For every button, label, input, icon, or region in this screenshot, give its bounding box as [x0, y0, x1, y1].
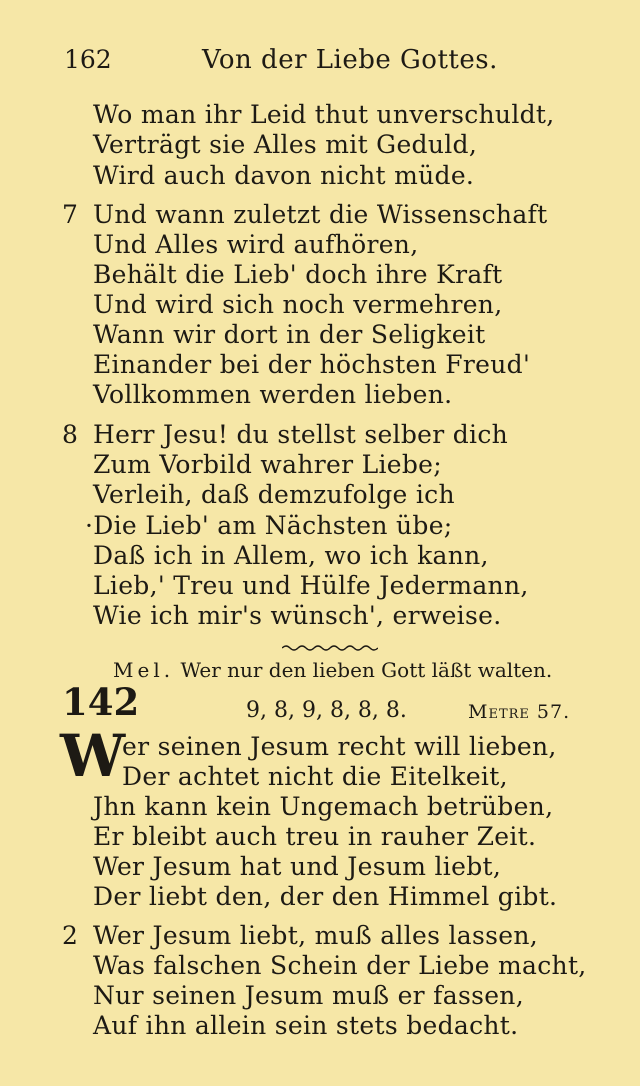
verse-line: Einander bei der höchsten Freud'	[93, 350, 531, 379]
running-title: Von der Liebe Gottes.	[202, 45, 498, 75]
hymn-number: 142	[62, 680, 140, 724]
verse-line: Der achtet nicht die Eitelkeit,	[122, 762, 508, 791]
verse-line: Wer Jesum liebt, muß alles lassen,	[93, 921, 539, 950]
melody-title: Wer nur den lieben Gott läßt walten.	[180, 658, 553, 682]
verse-line: Daß ich in Allem, wo ich kann,	[93, 541, 489, 570]
verse-line: Er bleibt auch treu in rauher Zeit.	[93, 822, 537, 851]
wavy-divider	[282, 644, 378, 652]
verse-line: Wird auch davon nicht müde.	[93, 161, 475, 190]
verse-line: ·Die Lieb' am Nächsten übe;	[85, 511, 453, 540]
verse-number: 8	[62, 420, 78, 449]
verse-line: Und wann zuletzt die Wissenschaft	[93, 200, 548, 229]
meter-numbers: 9, 8, 9, 8, 8, 8.	[246, 698, 407, 723]
melody-label: Mel.	[113, 658, 175, 682]
verse-line: Nur seinen Jesum muß er fassen,	[93, 981, 524, 1010]
verse-line: Wer Jesum hat und Jesum liebt,	[93, 852, 502, 881]
verse-line: Herr Jesu! du stellst selber dich	[93, 420, 509, 449]
verse-line: Auf ihn allein sein stets bedacht.	[93, 1011, 519, 1040]
verse-line: Was falschen Schein der Liebe macht,	[93, 951, 587, 980]
verse-line: Wann wir dort in der Seligkeit	[93, 320, 486, 349]
verse-line: Jhn kann kein Ungemach betrüben,	[93, 792, 554, 821]
verse-line: Verträgt sie Alles mit Geduld,	[93, 130, 478, 159]
verse-line: Wie ich mir's wünsch', erweise.	[93, 601, 502, 630]
page-number: 162	[64, 45, 112, 74]
page-header	[64, 45, 584, 79]
drop-cap: W	[60, 722, 126, 790]
verse-line: Verleih, daß demzufolge ich	[93, 480, 455, 509]
verse-line: Und Alles wird aufhören,	[93, 230, 419, 259]
verse-line: er seinen Jesum recht will lieben,	[122, 732, 557, 761]
verse-line: Wo man ihr Leid thut unverschuldt,	[93, 100, 555, 129]
verse-number: 2	[62, 921, 78, 950]
melody-reference	[113, 656, 552, 684]
verse-line: Vollkommen werden lieben.	[93, 380, 453, 409]
verse-line: Und wird sich noch vermehren,	[93, 290, 503, 319]
meter-label: Metre 57.	[468, 701, 571, 723]
verse-number: 7	[62, 200, 78, 229]
verse-line: Behält die Lieb' doch ihre Kraft	[93, 260, 503, 289]
verse-line: Der liebt den, der den Himmel gibt.	[93, 882, 558, 911]
verse-line: Lieb,' Treu und Hülfe Jedermann,	[93, 571, 529, 600]
verse-line: Zum Vorbild wahrer Liebe;	[93, 450, 442, 479]
